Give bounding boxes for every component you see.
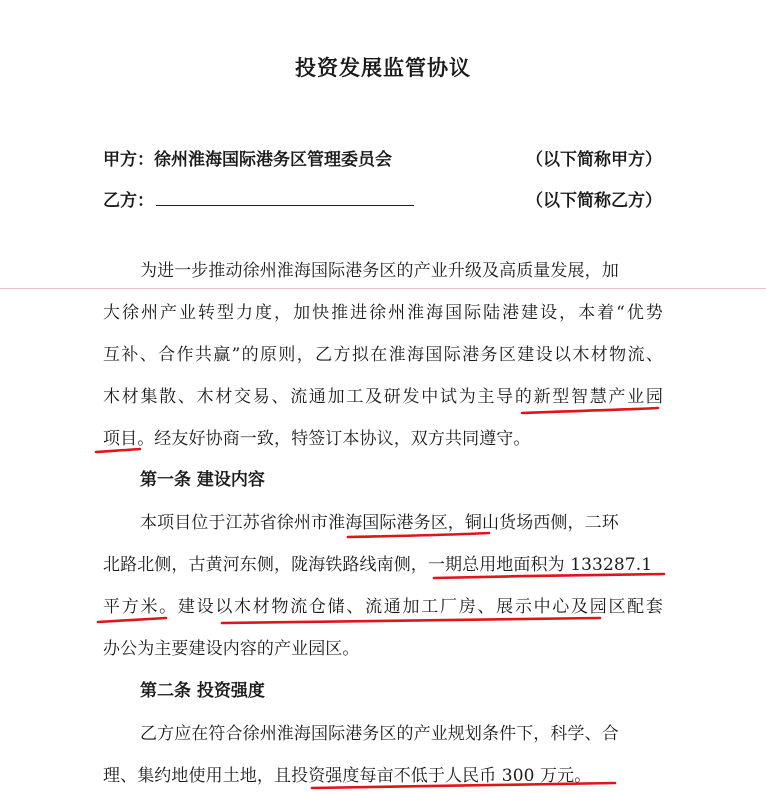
article1-heading: 第一条 建设内容	[140, 470, 265, 490]
party-a-label: 甲方：徐州淮海国际港务区管理委员会	[103, 150, 392, 170]
party-b-line	[103, 186, 414, 211]
party-b-note: （以下简称乙方）	[526, 191, 662, 211]
underline-sqm	[98, 618, 166, 622]
party-b-label: 乙方：	[103, 191, 154, 211]
party-a-note: （以下简称甲方）	[526, 150, 662, 170]
document-title: 投资发展监管协议	[295, 56, 471, 80]
intro-line-4: 木材集散、木材交易、流通加工及研发中试为主导的新型智慧产业园	[103, 387, 663, 407]
underline-construction-content	[222, 618, 600, 623]
article1-line-4: 办公为主要建设内容的产业园区。	[103, 639, 360, 659]
party-a-line	[103, 145, 392, 170]
intro-line-5: 项目。经友好协商一致，特签订本协议，双方共同遵守。	[103, 429, 531, 449]
intro-line-2: 大徐州产业转型力度，加快推进徐州淮海国际陆港建设，本着“优势	[103, 303, 663, 323]
intro-line-1: 为进一步推动徐州淮海国际港务区的产业升级及高质量发展，加	[140, 261, 619, 281]
article2-line-2: 理、集约地使用土地，且投资强度每亩不低于人民币 300 万元。	[103, 766, 592, 786]
article1-line-2: 北路北侧，古黄河东侧，陇海铁路线南侧，一期总用地面积为 133287.1	[103, 555, 653, 575]
underline-smart-industrial-park	[522, 408, 658, 413]
article2-heading: 第二条 投资强度	[140, 681, 265, 701]
article2-line-1: 乙方应在符合徐州淮海国际港务区的产业规划条件下，科学、合	[140, 724, 619, 744]
article1-line-3: 平方米。建设以木材物流仓储、流通加工厂房、展示中心及园区配套	[103, 597, 663, 617]
margin-rule	[0, 288, 766, 289]
intro-line-3: 互补、合作共赢”的原则，乙方拟在淮海国际港务区建设以木材物流、	[103, 345, 663, 365]
party-b-blank-field	[156, 188, 414, 206]
article1-line-1: 本项目位于江苏省徐州市淮海国际港务区，铜山货场西侧，二环	[140, 513, 619, 533]
